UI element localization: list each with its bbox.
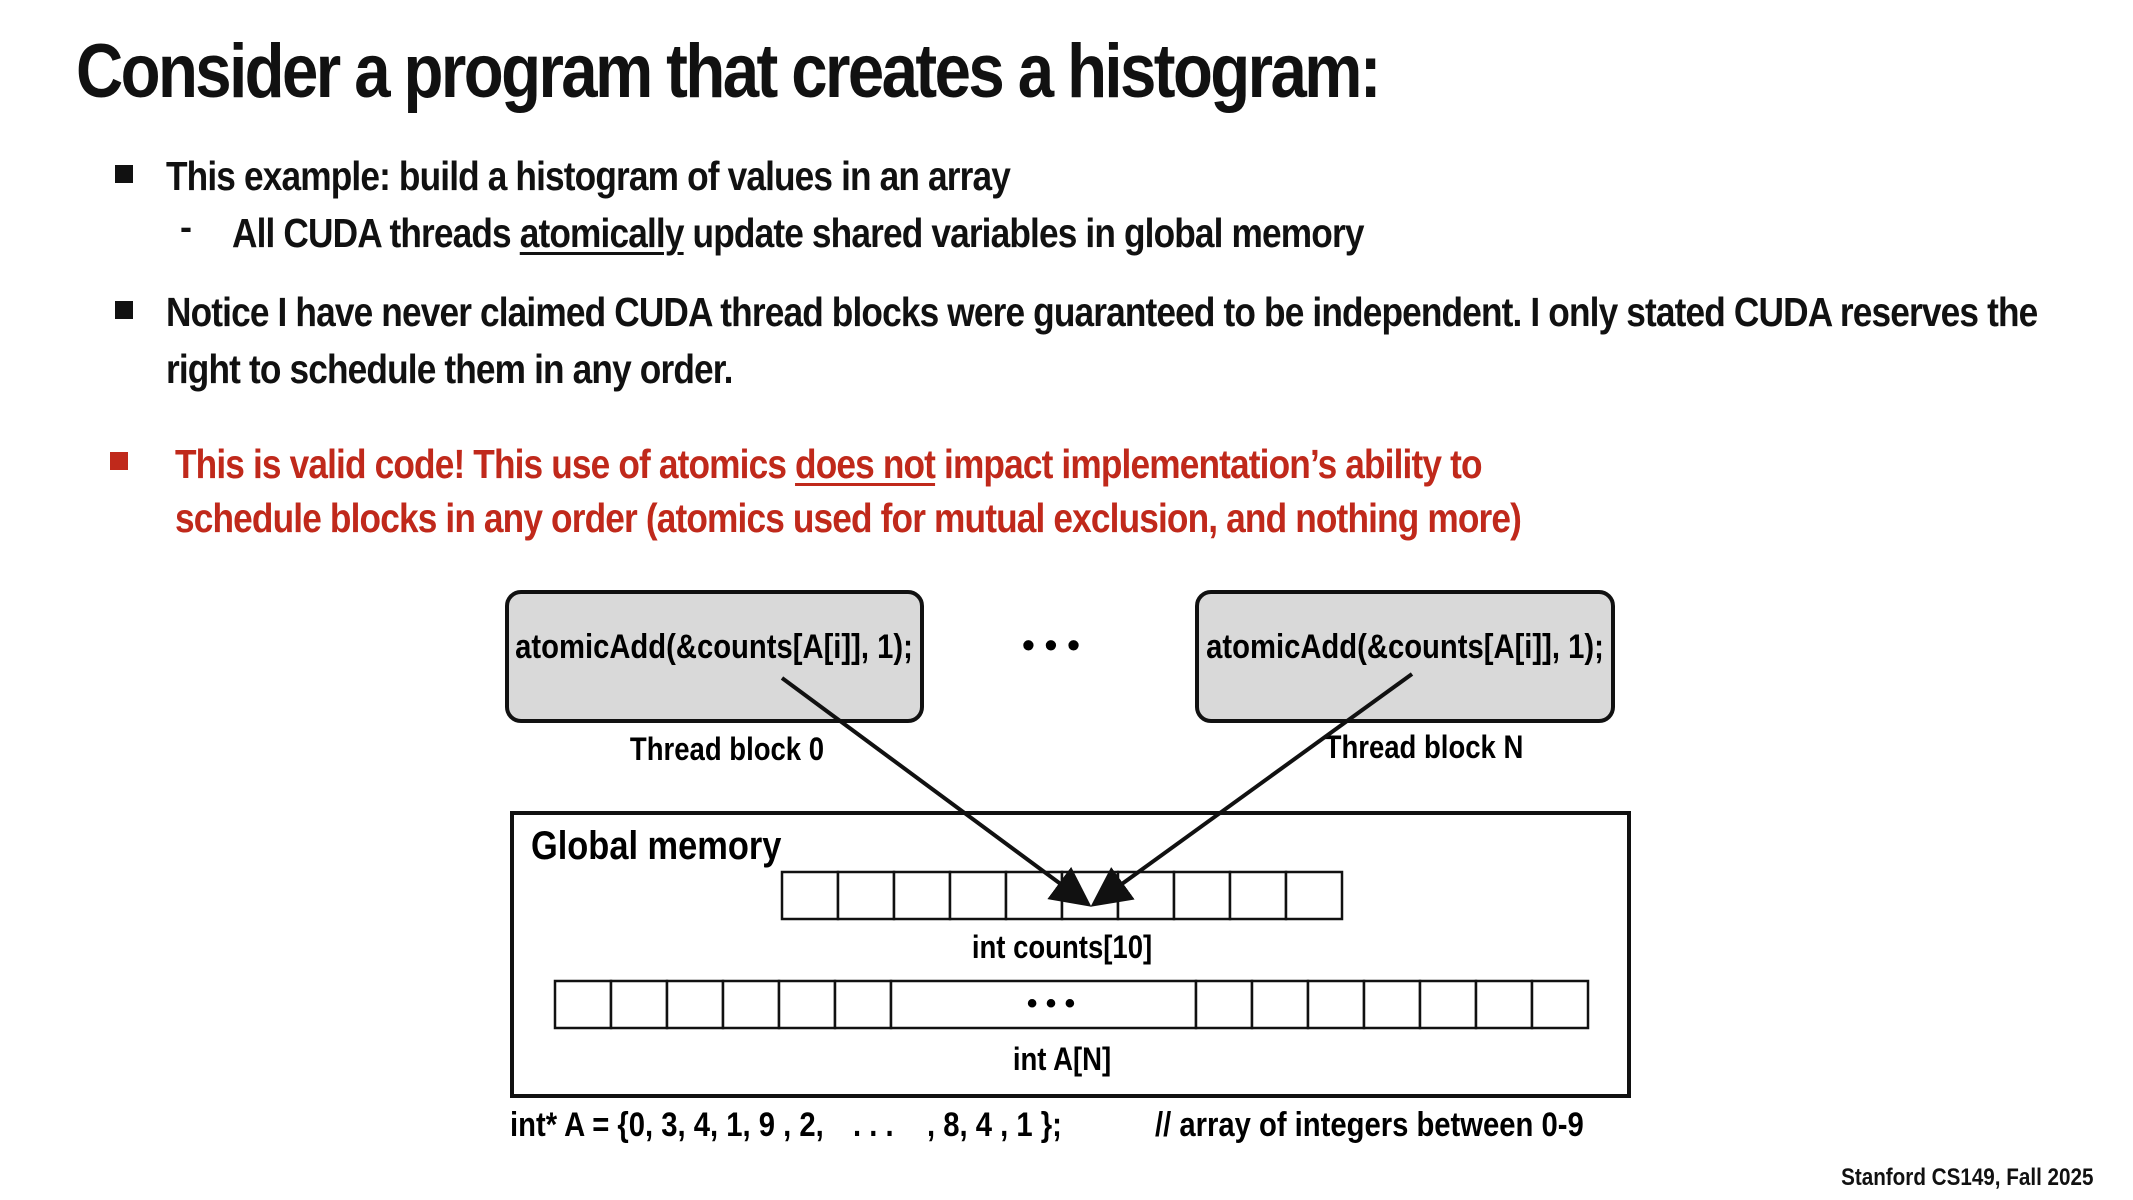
a-cell bbox=[611, 981, 667, 1028]
thread-block-0-label: Thread block 0 bbox=[629, 732, 825, 768]
counts-array bbox=[782, 872, 1342, 919]
sub-text-pre: All CUDA threads bbox=[232, 210, 520, 256]
declaration-tail: , 8, 4 , 1 }; bbox=[926, 1104, 1062, 1144]
a-cell bbox=[1364, 981, 1420, 1028]
thread-block-n-label: Thread block N bbox=[1324, 730, 1524, 766]
declaration-comment: // array of integers between 0-9 bbox=[1155, 1104, 1584, 1144]
a-cell bbox=[1196, 981, 1252, 1028]
bullet-2-line-2: right to schedule them in any order. bbox=[166, 346, 733, 392]
a-cell bbox=[779, 981, 835, 1028]
counts-cell bbox=[1062, 872, 1118, 919]
counts-cell bbox=[894, 872, 950, 919]
counts-cell bbox=[950, 872, 1006, 919]
a-array-label: int A[N] bbox=[1012, 1042, 1112, 1078]
bullet-3-line-2: schedule blocks in any order (atomics used for mutual exclusion, and nothing more) bbox=[175, 495, 1522, 541]
counts-cell bbox=[782, 872, 838, 919]
thread-block-0-code: atomicAdd(&counts[A[i]], 1); bbox=[515, 626, 913, 666]
sub-text-underlined: atomically bbox=[519, 210, 684, 256]
bullet-2-line-1: Notice I have never claimed CUDA thread blocks were guaranteed to be independent. I only stated CUDA reserves the bbox=[166, 289, 2038, 335]
a-cell bbox=[667, 981, 723, 1028]
sub-bullet-dash: - bbox=[180, 206, 192, 247]
array-declaration: int* A = {0, 3, 4, 1, 9 , 2, bbox=[509, 1104, 824, 1144]
sub-text-post: update shared variables in global memory bbox=[683, 210, 1364, 256]
b3-underlined: does not bbox=[795, 441, 936, 487]
a-cell bbox=[1308, 981, 1364, 1028]
b3-post: impact implementation’s ability to bbox=[935, 441, 1482, 487]
a-cell bbox=[1476, 981, 1532, 1028]
a-cell bbox=[1420, 981, 1476, 1028]
a-cell bbox=[1532, 981, 1588, 1028]
a-cell bbox=[555, 981, 611, 1028]
a-cell bbox=[835, 981, 891, 1028]
thread-block-n-code: atomicAdd(&counts[A[i]], 1); bbox=[1206, 626, 1604, 666]
blocks-ellipsis: • • • bbox=[1022, 624, 1080, 665]
counts-cell bbox=[1286, 872, 1342, 919]
a-cell bbox=[723, 981, 779, 1028]
counts-cell bbox=[1174, 872, 1230, 919]
a-cell bbox=[1252, 981, 1308, 1028]
global-memory-label: Global memory bbox=[530, 822, 782, 868]
page-title: Consider a program that creates a histogram: bbox=[76, 29, 1379, 114]
counts-cell bbox=[1230, 872, 1286, 919]
b3-pre: This is valid code! This use of atomics bbox=[175, 441, 796, 487]
a-array-ellipsis: • • • bbox=[1026, 987, 1076, 1020]
footer-course-label: Stanford CS149, Fall 2025 bbox=[1840, 1164, 2093, 1191]
bullet-1-text: This example: build a histogram of values in an array bbox=[166, 153, 1011, 199]
counts-cell bbox=[838, 872, 894, 919]
counts-label: int counts[10] bbox=[971, 930, 1153, 966]
declaration-dots: . . . bbox=[852, 1104, 894, 1144]
